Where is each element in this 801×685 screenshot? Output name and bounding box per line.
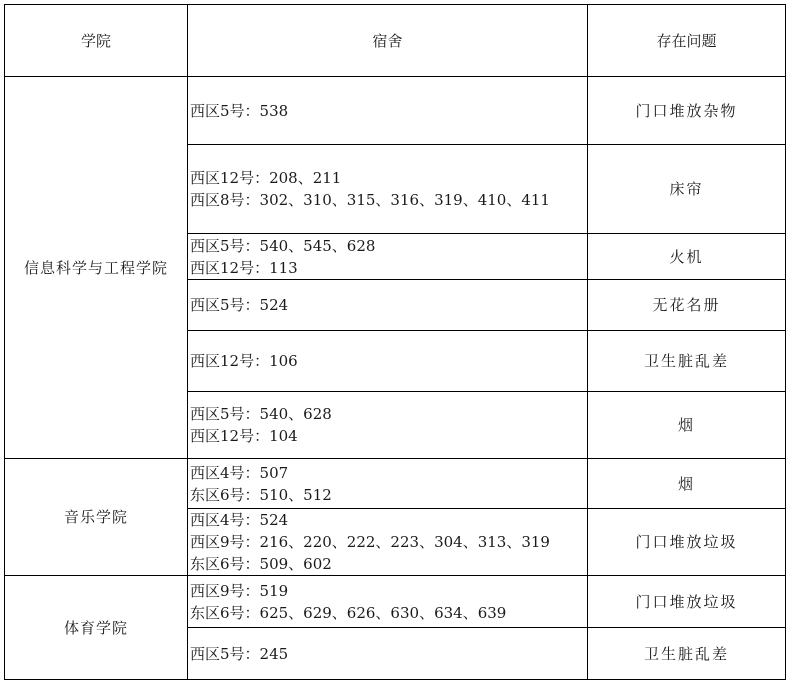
issue-cell: 门口堆放垃圾 xyxy=(588,576,786,628)
dorm-cell xyxy=(188,331,588,392)
dorm-line: 西区5号：540、545、628 xyxy=(190,236,376,255)
dorm-line: 西区4号：507 xyxy=(190,463,289,482)
table-row xyxy=(5,576,786,628)
dorm-line: 西区8号：302、310、315、316、319、410、411 xyxy=(190,191,550,209)
dorm-line: 东区6号：509、602 xyxy=(190,555,332,573)
header-issue: 存在问题 xyxy=(588,5,786,77)
dorm-line: 西区12号：104 xyxy=(190,427,298,445)
table-header-row xyxy=(5,5,786,77)
dorm-line: 西区12号：106 xyxy=(190,352,298,370)
issue-cell: 无花名册 xyxy=(588,280,786,331)
dorm-cell xyxy=(188,628,588,680)
table-row xyxy=(5,77,786,145)
issue-cell: 门口堆放杂物 xyxy=(588,77,786,145)
dorm-inspection-table xyxy=(4,4,786,680)
dorm-cell xyxy=(188,459,588,509)
issue-cell: 火机 xyxy=(588,234,786,280)
issue-cell: 烟 xyxy=(588,392,786,459)
header-college: 学院 xyxy=(5,5,188,77)
dorm-line: 东区6号：510、512 xyxy=(190,485,332,504)
issue-cell: 床帘 xyxy=(588,145,786,234)
dorm-line: 西区9号：519 xyxy=(190,581,289,600)
issue-cell: 烟 xyxy=(588,459,786,509)
dorm-line: 西区4号：524 xyxy=(190,511,289,529)
dorm-line: 西区5号：538 xyxy=(190,101,289,120)
header-dorm: 宿舍 xyxy=(188,5,588,77)
dorm-line: 西区5号：245 xyxy=(190,644,289,663)
dorm-line: 西区5号：524 xyxy=(190,296,289,314)
dorm-line: 西区12号：113 xyxy=(190,258,298,277)
dorm-cell xyxy=(188,234,588,280)
issue-cell: 卫生脏乱差 xyxy=(588,628,786,680)
issue-cell: 卫生脏乱差 xyxy=(588,331,786,392)
dorm-line: 西区9号：216、220、222、223、304、313、319 xyxy=(190,533,550,551)
dorm-line: 东区6号：625、629、626、630、634、639 xyxy=(190,603,507,622)
college-cell: 体育学院 xyxy=(5,576,188,680)
dorm-cell xyxy=(188,509,588,576)
issue-cell: 门口堆放垃圾 xyxy=(588,509,786,576)
dorm-cell xyxy=(188,392,588,459)
table-row xyxy=(5,459,786,509)
dorm-cell xyxy=(188,77,588,145)
dorm-cell xyxy=(188,576,588,628)
college-cell: 音乐学院 xyxy=(5,459,188,576)
dorm-line: 西区12号：208、211 xyxy=(190,169,342,187)
dorm-cell xyxy=(188,145,588,234)
dorm-cell xyxy=(188,280,588,331)
dorm-line: 西区5号：540、628 xyxy=(190,405,332,423)
college-cell: 信息科学与工程学院 xyxy=(5,77,188,459)
